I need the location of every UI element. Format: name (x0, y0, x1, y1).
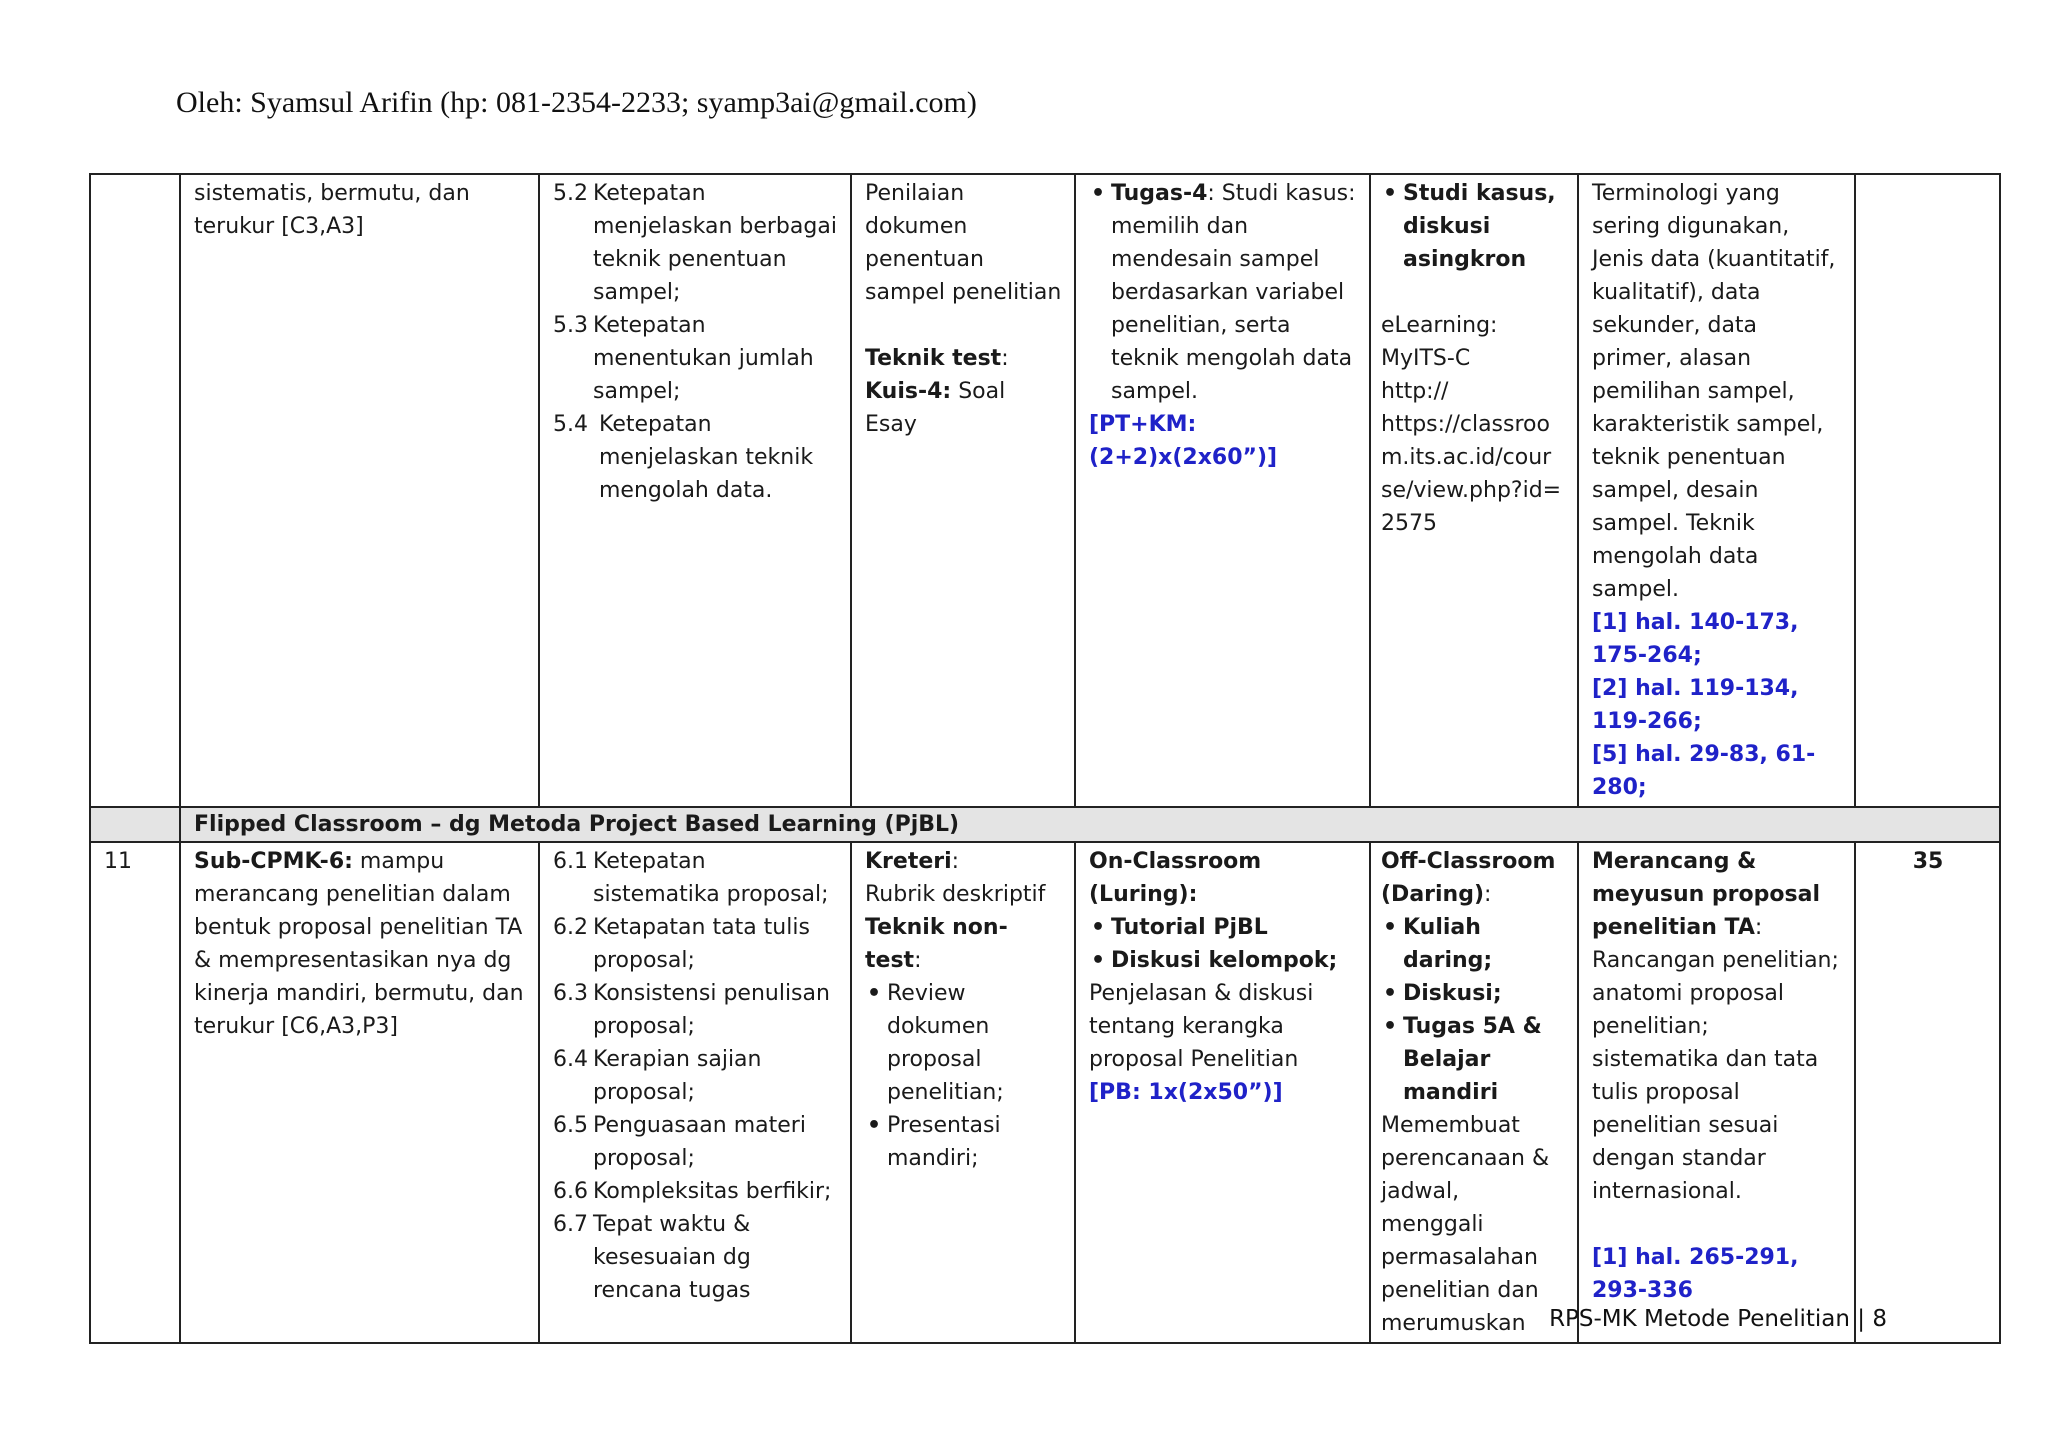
section-title: Flipped Classroom – dg Metoda Project Based Learning (PjBL) (180, 807, 2000, 842)
list-item: 6.1 Ketepatan sistematika proposal; (553, 849, 829, 907)
reference: [2] hal. 119-134, 119-266; (1592, 676, 1799, 734)
reference: [1] hal. 265-291, 293-336 (1592, 1245, 1799, 1303)
list-item: 5.2 Ketepatan menjelaskan berbagai teknik penentuan sampel; (553, 181, 837, 305)
kuis-text: Soal Esay (865, 379, 1006, 437)
sub-cpmk-line: sistematis, bermutu, dan (194, 181, 470, 206)
elearning-line: MyITS-C (1381, 346, 1471, 371)
list-item: 6.6 Kompleksitas berfikir; (553, 1179, 832, 1204)
kriteria-label: Kreteri (865, 849, 952, 874)
indikator-list (553, 177, 838, 507)
daring-cell (1370, 174, 1578, 807)
daring-text: Memembuat perencanaan & jadwal, menggali permasalahan penelitian dan merumuskan (1381, 1113, 1550, 1336)
sub-cpmk-text: mampu merancang penelitian dalam bentuk proposal penelitian TA & mempresentasikan nya dg kinerja mandiri, bermutu, dan terukur [C6,A3,P3] (194, 849, 524, 1039)
daring-title: Off-Classroom (Daring) (1381, 849, 1556, 907)
elearning-link[interactable]: m.its.ac.id/cour (1381, 445, 1552, 470)
sub-cpmk-cell (180, 842, 539, 1343)
table-row-week-11 (90, 842, 2000, 1343)
luring-list (1089, 177, 1357, 408)
indikator-cell (539, 842, 851, 1343)
daring-list (1381, 911, 1565, 1109)
materi-text: Terminologi yang sering digunakan, Jenis data (kuantitatif, kualitatif), data sekunder, data primer, alasan pemilihan sampel, karakteristik sampel, teknik penentuan sampel, desain sampel. Teknik mengolah data sampel. (1592, 181, 1836, 602)
kuis-label: Kuis-4: (865, 379, 952, 404)
reference: [1] hal. 140-173, 175-264; (1592, 610, 1799, 668)
table-row-continuation (90, 174, 2000, 807)
list-item: 6.5 Penguasaan materi proposal; (553, 1113, 806, 1171)
list-item: • Tutorial PjBL (1089, 911, 1357, 944)
list-item: 6.4 Kerapian sajian proposal; (553, 1047, 762, 1105)
sub-cpmk-cell (180, 174, 539, 807)
list-item: • Diskusi; (1381, 977, 1565, 1010)
materi-cell (1578, 174, 1855, 807)
materi-text: Rancangan penelitian; anatomi proposal penelitian; sistematika dan tata tulis proposal penelitian sesuai dengan standar internasional. (1592, 948, 1839, 1204)
list-item: 6.2 Ketapatan tata tulis proposal; (553, 915, 810, 973)
list-item: • Presentasi mandiri; (865, 1109, 1062, 1175)
sub-cpmk-label: Sub-CPMK-6: (194, 849, 353, 874)
reference: [5] hal. 29-83, 61-280; (1592, 742, 1816, 800)
week-number: 11 (90, 842, 180, 1343)
luring-list (1089, 911, 1357, 977)
kriteria-cell: Penilaian dokumen penentuan sampel penelitian Teknik test: Kuis-4: Soal Esay (851, 174, 1075, 807)
rps-table (89, 173, 2001, 1344)
luring-text: Penjelasan & diskusi tentang kerangka proposal Penelitian (1089, 981, 1314, 1072)
list-item: • Diskusi kelompok; (1089, 944, 1357, 977)
elearning-line: eLearning: (1381, 313, 1498, 338)
luring-cell (1075, 174, 1370, 807)
bobot-value: 35 (1855, 842, 2000, 1343)
daring-list (1381, 177, 1565, 276)
luring-title: On-Classroom (Luring): (1089, 849, 1262, 907)
daring-cell: Off-Classroom (Daring): • Kuliah daring; • Diskusi; • Tugas 5A & Belajar mandiri Memembuat perencanaan & jadwal, menggali permasalahan penelitian dan merumuskan (1370, 842, 1578, 1343)
elearning-link[interactable]: https://classroo (1381, 412, 1550, 437)
list-item: • Kuliah daring; (1381, 911, 1565, 977)
kriteria-text: Rubrik deskriptif (865, 882, 1046, 907)
luring-cell (1075, 842, 1370, 1343)
list-item: 6.3 Konsistensi penulisan proposal; (553, 981, 830, 1039)
indikator-cell (539, 174, 851, 807)
time-allocation: [PB: 1x(2x50”)] (1089, 1080, 1283, 1105)
time-allocation: [PT+KM:(2+2)x(2x60”)] (1089, 412, 1278, 470)
teknik-list (865, 977, 1062, 1175)
kriteria-cell: Kreteri: Rubrik deskriptif Teknik non-test: • Review dokumen proposal penelitian; • Presentasi mandiri; (851, 842, 1075, 1343)
kriteria-text: Penilaian dokumen penentuan sampel penelitian (865, 181, 1062, 305)
list-item: • Tugas-4: Studi kasus: memilih dan mendesain sampel berdasarkan variabel penelitian, serta teknik mengolah data sampel. (1089, 177, 1357, 408)
teknik-label: Teknik non-test (865, 915, 1008, 973)
page-footer: RPS-MK Metode Penelitian | 8 (1549, 1306, 1887, 1332)
section-blank-cell (90, 807, 180, 842)
list-item: • Studi kasus, diskusi asingkron (1381, 177, 1565, 276)
list-item: 5.4 Ketepatan menjelaskan teknik mengolah data. (553, 412, 814, 503)
list-item: 5.3 Ketepatan menentukan jumlah sampel; (553, 313, 814, 404)
list-item: 6.7 Tepat waktu & kesesuaian dg rencana tugas (553, 1212, 751, 1303)
bobot-cell (1855, 174, 2000, 807)
list-item: • Tugas 5A & Belajar mandiri (1381, 1010, 1565, 1109)
elearning-link[interactable]: se/view.php?id= (1381, 478, 1562, 503)
materi-cell: Merancang & meyusun proposal penelitian TA: Rancangan penelitian; anatomi proposal penelitian; sistematika dan tata tulis proposal penelitian sesuai dengan standar internasional. [1] hal. 265-291, 293-336 (1578, 842, 1855, 1343)
teknik-label: Teknik test (865, 346, 1002, 371)
elearning-link[interactable]: http:// (1381, 379, 1449, 404)
materi-title: Merancang & meyusun proposal penelitian TA (1592, 849, 1820, 940)
list-item: • Review dokumen proposal penelitian; (865, 977, 1062, 1109)
elearning-link[interactable]: 2575 (1381, 511, 1437, 536)
sub-cpmk-line: terukur [C3,A3] (194, 214, 364, 239)
author-line: Oleh: Syamsul Arifin (hp: 081-2354-2233; syamp3ai@gmail.com) (176, 86, 977, 119)
section-row (90, 807, 2000, 842)
indikator-list (553, 845, 838, 1307)
week-cell (90, 174, 180, 807)
